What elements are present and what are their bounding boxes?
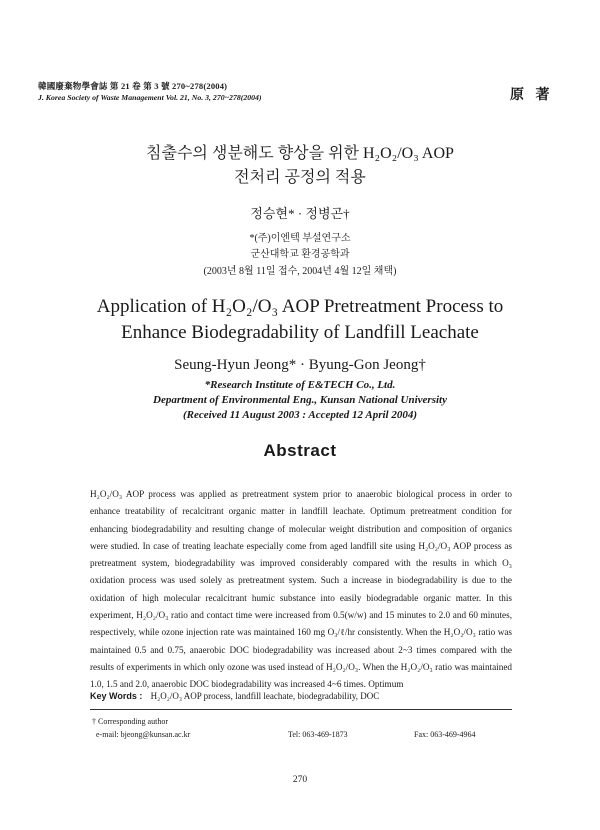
keywords-value: H₂O₂/O₃ AOP process, landfill leachate, biodegradability, DOC	[150, 691, 380, 701]
english-received-dates: (Received 11 August 2003 : Accepted 12 April 2004)	[182, 409, 418, 421]
korean-received-dates: (2003년 8월 11일 접수, 2004년 4월 12일 채택)	[203, 266, 397, 277]
footnote-divider	[90, 709, 512, 710]
english-title-line1: Application of H₂O₂/O₃ AOP Pretreatment Process to	[96, 296, 504, 317]
author-fax: Fax: 063-469-4964	[414, 730, 476, 739]
keywords-label: Key Words :	[90, 691, 143, 701]
korean-title-line2: 전처리 공정의 적용	[234, 169, 366, 186]
english-affiliation-1: *Research Institute of E&TECH Co., Ltd.	[204, 379, 396, 391]
author-email: e-mail: bjeong@kunsan.ac.kr	[96, 730, 191, 739]
journal-english-header: J. Korea Society of Waste Management Vol. 21, No. 3, 270~278(2004)	[38, 93, 262, 102]
english-affiliation-2: Department of Environmental Eng., Kunsan National University	[153, 394, 447, 406]
author-telephone: Tel: 063-469-1873	[288, 730, 348, 739]
english-title-line2: Enhance Biodegradability of Landfill Leachate	[121, 322, 479, 343]
abstract-body: H₂O₂/O₃ AOP process was applied as pretreatment system prior to anaerobic biological process in order to enhance treatability of recalcitrant organic matter in landfill leachate. Optimum pretreatment condition for enhancing biodegradability and resulting change of molecular weight distribution and composition of organics were studied. In case of treating leachate especially come from aged landfill site using H₂O₂/O₃ AOP process as pretreatment system, biodegradability was improved considerably compared with the results in which O₃ oxidation process was used solely as pretreatment system. Such a increase in biodegradability is due to the oxidation of high molecular recalcitrant humic substance into easily biodegradable organic matter. In this experiment, H₂O₂/O₃ ratio and contact time were increased from 0.5(w/w) and 15 minutes to 2.0 and 60 minutes, respectively, while ozone injection rate was maintained 160 mg O₃/ℓ/hr consistently. When the H₂O₂/O₃ ratio was maintained 0.5 and 0.75, anaerobic DOC biodegradability was increased about 2~3 times compared with the results of experiments in which only ozone was used instead of H₂O₂/O₃. When the H₂O₂/O₃ ratio was maintained 1.0, 1.5 and 2.0, anaerobic DOC biodegradability was increased 4~6 times. Optimum	[90, 489, 512, 690]
korean-affiliation-2: 군산대학교 환경공학과	[250, 249, 350, 260]
article-type-badge: 原 著	[510, 88, 554, 103]
korean-title-line1: 침출수의 생분해도 향상을 위한 H₂O₂/O₃ AOP	[146, 145, 454, 162]
korean-affiliation-1: *(주)이엔텍 부설연구소	[249, 233, 351, 244]
abstract-heading: Abstract	[263, 441, 337, 460]
korean-authors: 정승현* · 정병곤†	[250, 206, 350, 221]
keywords-line	[90, 691, 379, 701]
english-authors: Seung-Hyun Jeong* · Byung-Gon Jeong†	[174, 357, 426, 373]
page-number: 270	[292, 775, 308, 785]
journal-korean-header: 韓國廢棄物學會誌 第 21 卷 第 3 號 270~278(2004)	[38, 81, 228, 91]
corresponding-author-note: † Corresponding author	[92, 717, 168, 726]
